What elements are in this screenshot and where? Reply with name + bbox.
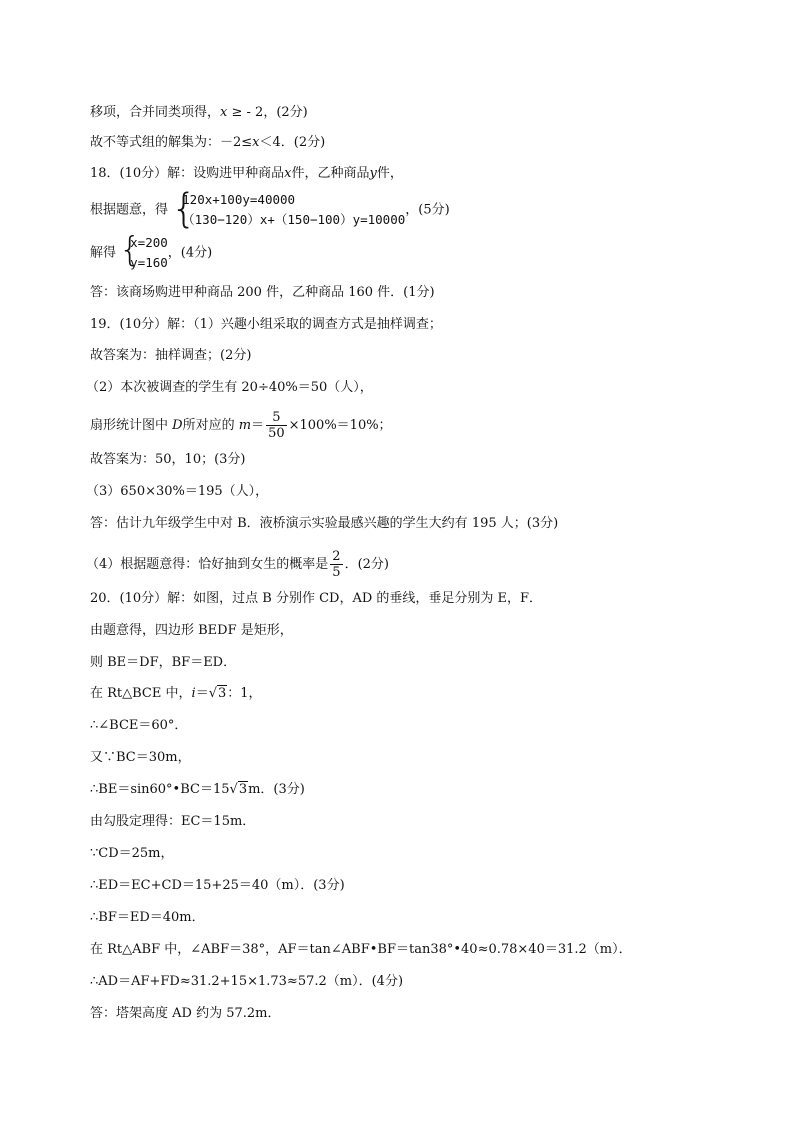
line-text: 故不等式组的解集为：－2≤: [90, 135, 253, 150]
sqrt-icon: √: [208, 686, 217, 701]
line-text: 扇形统计图中: [90, 418, 173, 433]
sqrt-radicand: 3: [218, 686, 227, 701]
sqrt-icon: √: [229, 782, 238, 797]
line-text: 移项，合并同类项得，: [90, 105, 221, 120]
text-line: ∴∠BCE＝60°．: [90, 718, 188, 733]
line-text: 所对应的: [182, 418, 239, 433]
text-line: [90, 410, 392, 441]
line-text: 件，乙种商品: [291, 166, 370, 181]
line-text: ∴BE＝sin60°•BC＝15: [90, 782, 230, 797]
text-line: 由题意得，四边形 BEDF 是矩形，: [90, 623, 293, 638]
equation-row: y=160: [130, 255, 168, 270]
line-text: ≥ - 2，(2分): [227, 105, 308, 120]
text-line: 故答案为：50，10；(3分): [90, 452, 246, 467]
text-line: 由勾股定理得：EC＝15m．: [90, 814, 256, 829]
line-text: ，(4分): [167, 245, 213, 261]
sqrt: [209, 684, 228, 704]
math-var: D: [172, 418, 183, 433]
text-line: 故答案为：抽样调查；(2分): [90, 348, 252, 363]
line-text: ×100%＝10%；: [288, 418, 392, 433]
fraction: [330, 549, 342, 580]
line-text: ，(5分): [405, 202, 450, 218]
sqrt-radicand: 3: [238, 782, 248, 797]
text-line: （2）本次被调查的学生有 20÷40%＝50（人），: [86, 380, 373, 395]
solution-system: [119, 230, 168, 273]
text-line: 19．(10分）解：（1）兴趣小组采取的调查方式是抽样调查；: [90, 317, 442, 332]
text-line: [90, 164, 403, 184]
equation-system: [171, 186, 406, 232]
equation-row: 120x+100y=40000: [182, 192, 296, 207]
line-text: m．(3分): [248, 782, 305, 797]
fraction-numerator: 5: [266, 410, 287, 426]
text-line: ∴BF＝ED＝40m．: [90, 910, 205, 925]
fraction-denominator: 50: [268, 426, 285, 441]
text-line: ∵CD＝25m，: [90, 846, 174, 861]
sqrt: [230, 780, 249, 800]
text-line: [90, 103, 308, 123]
text-line: 则 BE＝DF，BF＝ED．: [90, 655, 237, 670]
line-text: ＜4．(2分): [259, 135, 326, 150]
fraction-numerator: 2: [332, 549, 341, 564]
math-var: y: [369, 166, 377, 181]
math-var: x: [220, 105, 228, 120]
text-line: 20．(10分）解：如图，过点 B 分别作 CD，AD 的垂线，垂足分别为 E，F．: [90, 591, 543, 606]
text-line: ∴ED＝EC+CD＝15+25＝40（m）．(3分): [90, 878, 345, 893]
equation-system-line: [90, 186, 450, 232]
line-text: ＝: [251, 418, 265, 433]
fraction-denominator: 5: [332, 565, 341, 580]
math-var: x: [284, 166, 292, 181]
line-text: 根据题意，得: [90, 202, 169, 218]
solution-system-line: [90, 230, 213, 273]
text-line: 答：塔架高度 AD 约为 57.2m．: [90, 1006, 281, 1021]
line-text: ＝: [195, 686, 209, 701]
text-line: [90, 684, 262, 704]
text-line: 在 Rt△ABF 中，∠ABF＝38°，AF＝tan∠ABF•BF＝tan38°•40≈0.78×40＝31.2（m）．: [90, 942, 632, 957]
line-text: 18．(10分）解：设购进甲种商品: [90, 166, 285, 181]
text-line: ∴AD＝AF+FD≈31.2+15×1.73≈57.2（m）．(4分): [90, 974, 404, 989]
math-var: m: [238, 418, 252, 433]
text-line: [86, 549, 389, 580]
line-text: ：1，: [227, 686, 262, 701]
fraction: [266, 410, 287, 441]
text-line: （3）650×30%＝195（人），: [86, 484, 269, 499]
line-text: 解得: [90, 245, 117, 261]
line-text: ．(2分): [344, 557, 389, 572]
brace-icon: {: [119, 230, 141, 270]
text-line: 又∵BC＝30m，: [90, 750, 191, 765]
line-text: （4）根据题意得：恰好抽到女生的概率是: [86, 557, 329, 572]
line-text: 件，: [376, 166, 403, 181]
equation-row: x=200: [130, 235, 168, 250]
text-line: [90, 133, 325, 153]
text-line: [90, 780, 305, 800]
math-var: i: [191, 686, 196, 701]
text-line: 答：估计九年级学生中对 B．液桥演示实验最感兴趣的学生大约有 195 人；(3分): [90, 516, 559, 531]
brace-icon: {: [171, 186, 197, 232]
equation-row: （130−120）x+（150−100）y=10000: [182, 212, 406, 227]
line-text: 在 Rt△BCE 中，: [90, 686, 192, 701]
text-line: 答：该商场购进甲种商品 200 件，乙种商品 160 件．(1分): [90, 285, 435, 300]
math-var: x: [252, 135, 260, 150]
